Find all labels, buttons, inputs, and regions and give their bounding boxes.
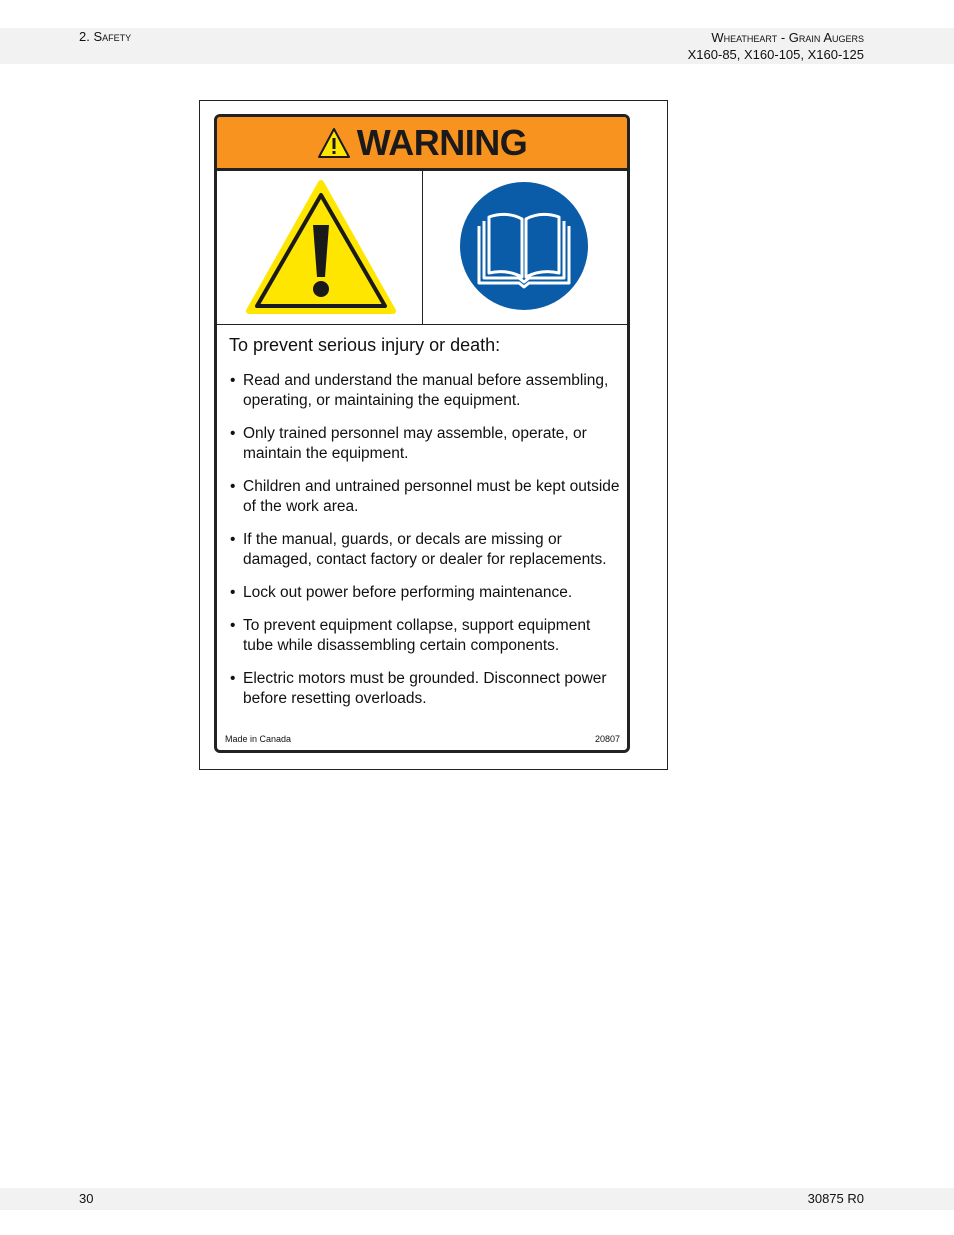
- instruction-text: To prevent equipment collapse, support equipment tube while disassembling certain components.: [243, 617, 591, 654]
- decal-number: 20807: [594, 734, 620, 744]
- signal-word: WARNING: [356, 121, 528, 163]
- made-in-label: Made in Canada: [225, 734, 292, 744]
- list-item: • To prevent equipment collapse, support equipment tube while disassembling certain components.: [230, 617, 591, 654]
- pictogram-panel: [217, 171, 627, 325]
- page-footer: [0, 1188, 954, 1210]
- instruction-text: Read and understand the manual before assembling, operating, or maintaining the equipment.: [243, 372, 609, 409]
- warning-triangle-icon: [246, 179, 396, 317]
- figure-frame: [199, 100, 668, 770]
- instruction-text: Only trained personnel may assemble, operate, or maintain the equipment.: [243, 425, 587, 462]
- warning-decal: [214, 114, 630, 753]
- document-number: 30875 R0: [807, 1191, 864, 1206]
- page-number: 30: [79, 1191, 94, 1206]
- list-item: • If the manual, guards, or decals are missing or damaged, contact factory or dealer for replacements.: [230, 531, 607, 568]
- instruction-text: Children and untrained personnel must be kept outside of the work area.: [243, 478, 620, 515]
- instruction-text: If the manual, guards, or decals are missing or damaged, contact factory or dealer for replacements.: [243, 531, 607, 568]
- signal-panel: [217, 117, 627, 171]
- list-item: • Read and understand the manual before assembling, operating, or maintaining the equipment.: [230, 372, 609, 409]
- model-list: X160-85, X160-105, X160-125: [687, 47, 864, 62]
- instruction-text: Electric motors must be grounded. Disconnect power before resetting overloads.: [243, 670, 607, 707]
- section-title: 2. Safety: [79, 29, 132, 44]
- manual-pictogram: [423, 171, 627, 324]
- product-title: Wheatheart - Grain Augers: [711, 30, 864, 45]
- read-manual-icon: [459, 181, 589, 311]
- alert-triangle-icon: [317, 127, 351, 159]
- instruction-text: Lock out power before performing maintenance.: [243, 584, 573, 601]
- header-right: [688, 29, 864, 63]
- hazard-pictogram: [217, 171, 423, 324]
- list-item: • Only trained personnel may assemble, operate, or maintain the equipment.: [230, 425, 587, 462]
- page-header: [0, 28, 954, 64]
- message-heading: To prevent serious injury or death:: [229, 335, 501, 355]
- list-item: • Electric motors must be grounded. Disconnect power before resetting overloads.: [230, 670, 607, 707]
- list-item: • Lock out power before performing maintenance.: [230, 584, 573, 601]
- instruction-list: [229, 371, 624, 709]
- list-item: • Children and untrained personnel must be kept outside of the work area.: [230, 478, 620, 515]
- safety-message: [229, 335, 624, 722]
